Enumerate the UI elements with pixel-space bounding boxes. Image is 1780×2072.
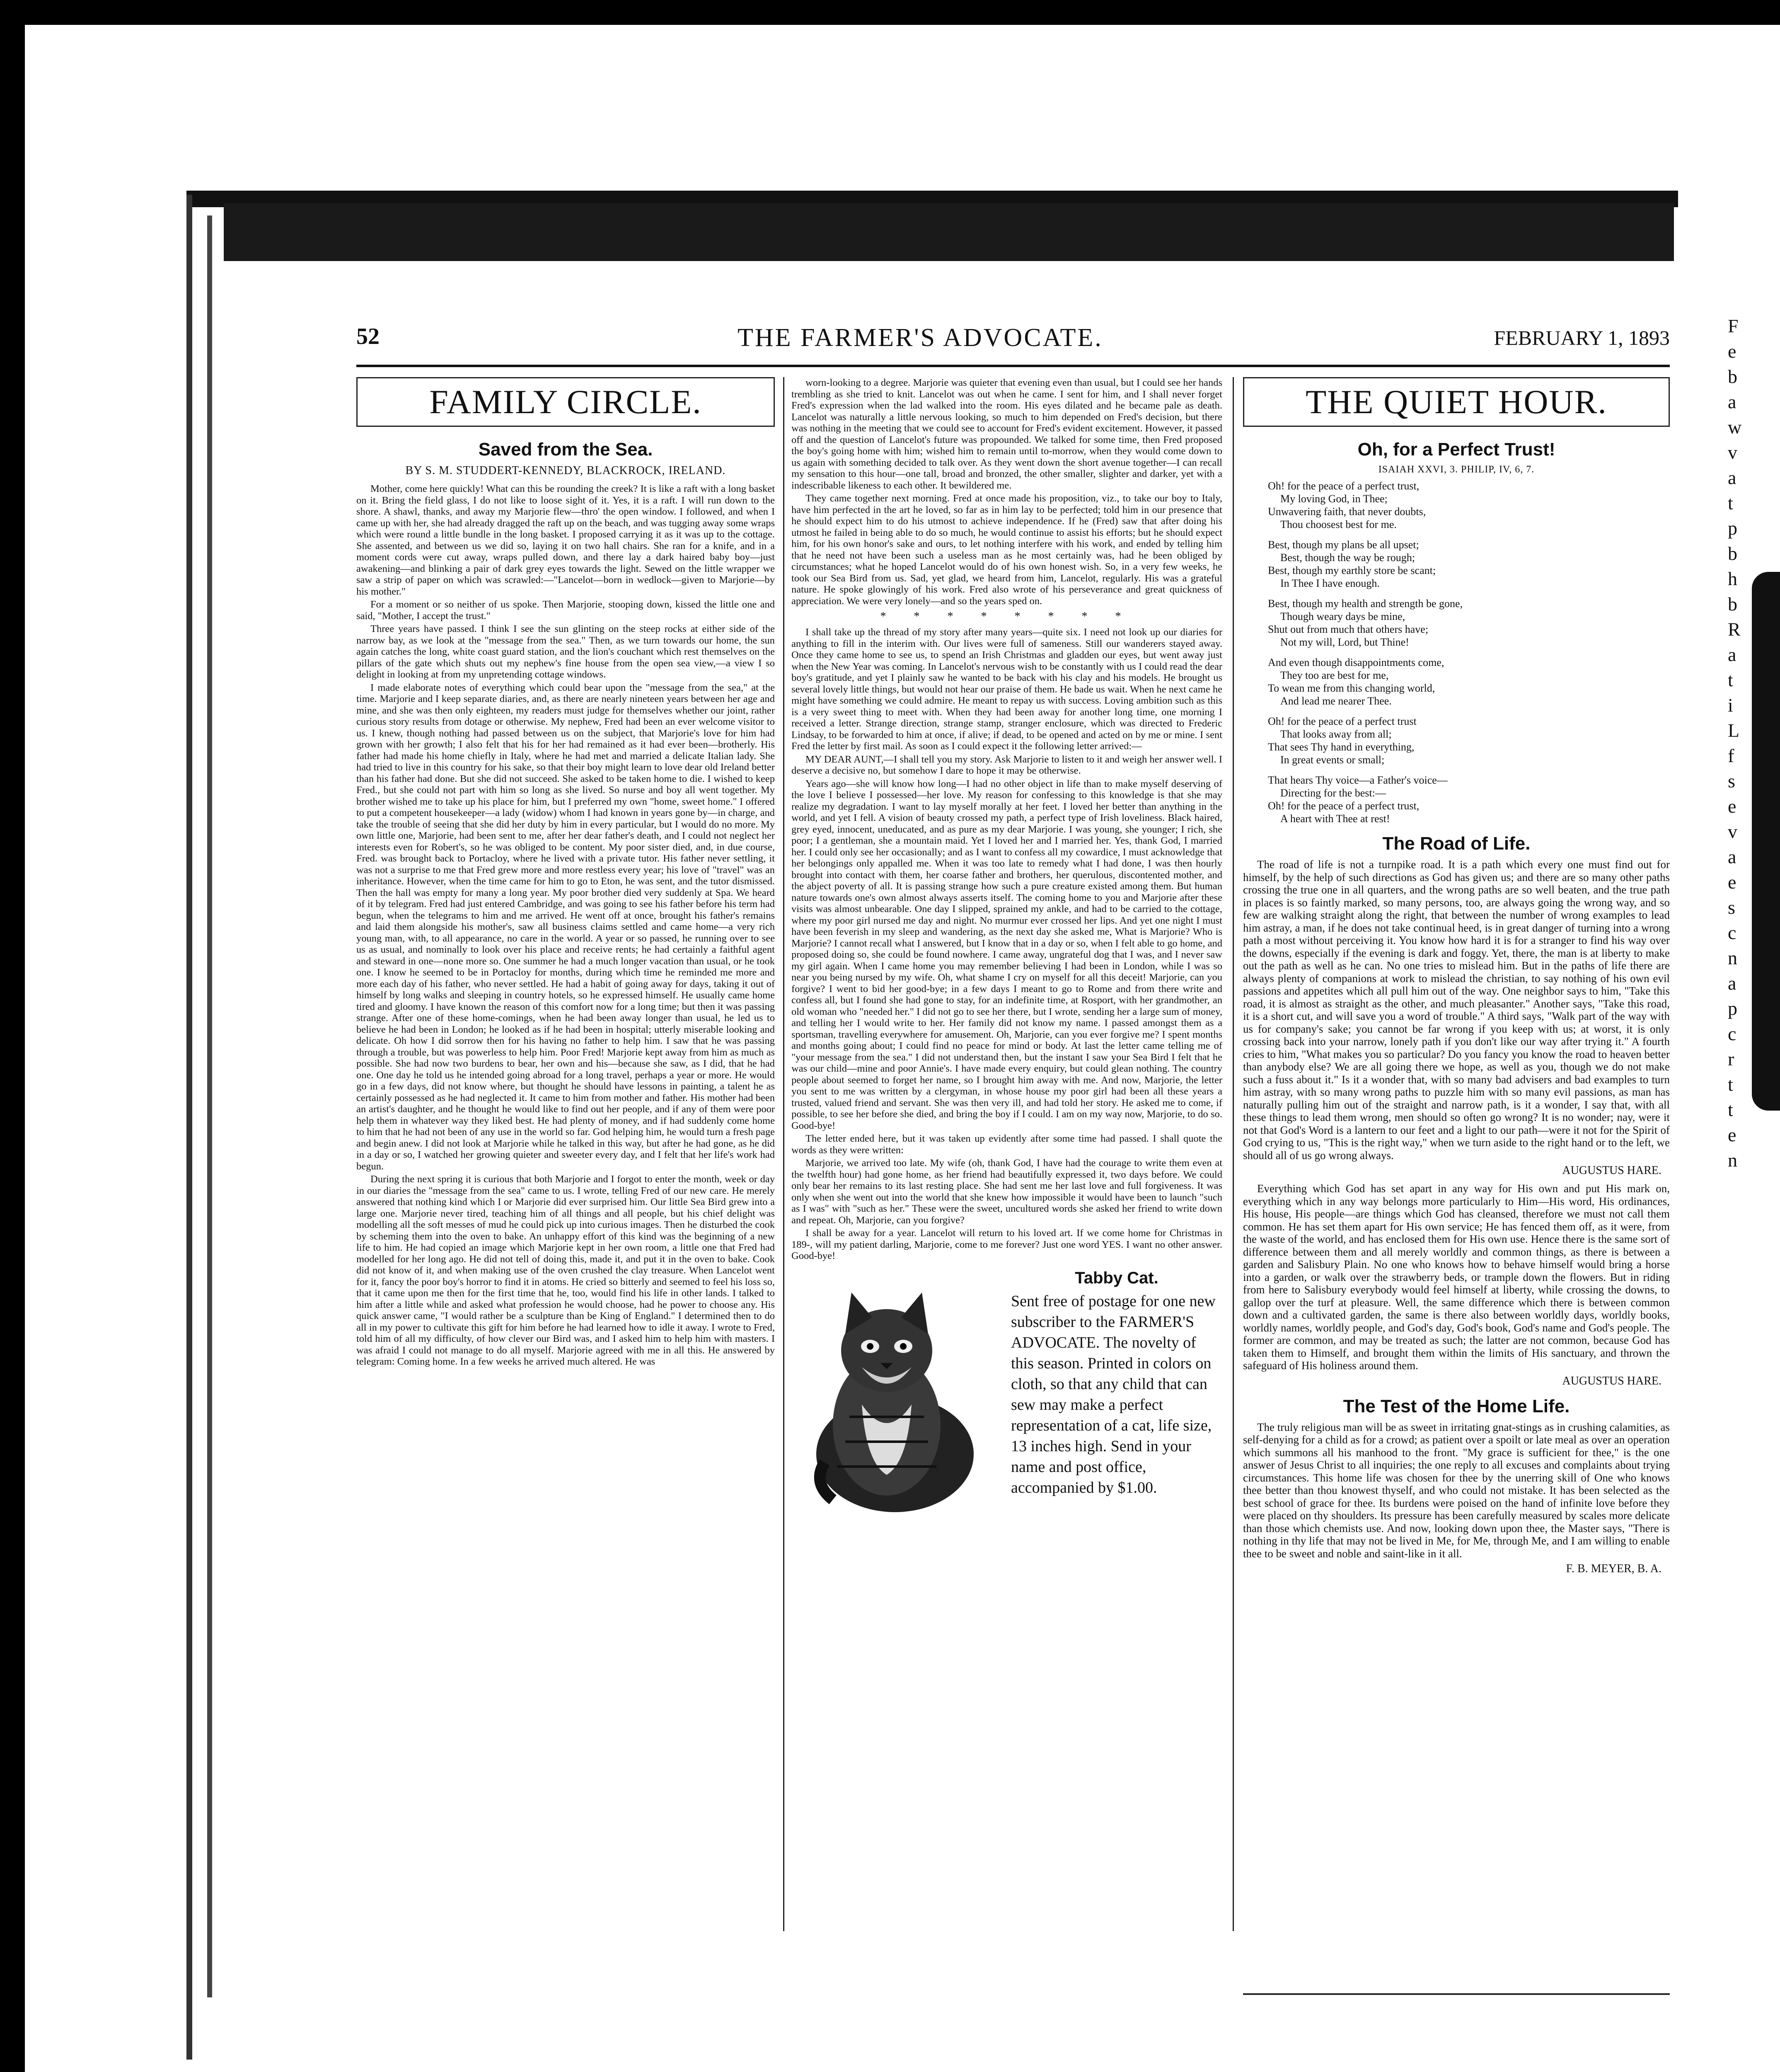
facing-page-letter: L	[1728, 720, 1740, 741]
facing-page-letter: b	[1728, 366, 1737, 387]
paragraph: Everything which God has set apart in any way for His own and put His mark on, everything which in any way belongs more particularly to Him—His word, His ordinances, His house, His people—are things which God has cleansed, therefore we must not call them common. He has set them apart for His own service; He has fenced them off, as it were, from the waste of the world, and has enclosed them for His own use. Hence there is the same sort of difference between them and all merely worldly and common things, as there is between a garden and Salisbury Plain. No one who knows how to behave himself would bring a horse into a garden, or walk over the strawberry beds, or trample down the flowers. But in riding from here to Salisbury everybody would feel himself at liberty, while crossing the downs, to gallop over the turf at pleasure. Well, the same difference which there is between common down and a cultivated garden, the same is there also between worldly days, worldly books, worldly names, worldly people, and God's day, God's book, God's name and God's people. The former are common, and may be treated as such; the latter are not common, because God has taken them to Himself, and brought them within the limits of His sanctuary, and thrown the safeguard of His holiness around them.	[1243, 1182, 1670, 1372]
facing-page-letter: p	[1728, 518, 1737, 539]
facing-page-letter: i	[1728, 695, 1733, 716]
poem-stanza	[1268, 774, 1670, 825]
poem-stanza	[1268, 715, 1670, 766]
poem-body	[1268, 479, 1670, 825]
poem-line: In Thee I have enough.	[1280, 577, 1380, 589]
facing-page-letter: v	[1728, 442, 1737, 463]
poem-line: And even though disappointments come,	[1268, 656, 1444, 668]
poem-line: In great events or small;	[1280, 754, 1385, 766]
article-body	[1243, 1421, 1670, 1560]
facing-page-letter: c	[1728, 1023, 1736, 1044]
facing-page-letter: e	[1728, 796, 1736, 817]
paragraph: For a moment or so neither of us spoke. Then Marjorie, stooping down, kissed the little one and said, "Mother, I accept the trust."	[356, 599, 775, 622]
poem-line: Unwavering faith, that never doubts,	[1268, 506, 1426, 518]
article-body-letter	[791, 627, 1222, 1262]
article-body	[1243, 1182, 1670, 1372]
paragraph: The truly religious man will be as sweet in irritating gnat-stings as in crushing calamities, as self-denying for a child as for a crowd; as patient over a spoilt or late meal as over an operation which summons all his manhood to the front. "My grace is sufficient for thee," is the one answer of Jesus Christ to all inquiries; the one reply to all excuses and complaints about trying circumstances. This home life was chosen for thee by the unerring skill of One who knows thee better than thou knowest thyself, and who could not mistake. It has been selected as the best school of grace for thee. Its burdens were poised on the hand of infinite love before they were placed on thy shoulders. Its pressure has been carefully measured by scales more delicate than those which chemists use. And now, looking down upon thee, the Master says, "There is nothing in thy life that may not be lived in Me, for Me, through Me, and I am willing to enable thee to be sweet and noble and saint-like in it all.	[1243, 1421, 1670, 1560]
tabby-cat-ad	[791, 1268, 1222, 1512]
poem-line: To wean me from this changing world,	[1268, 682, 1435, 694]
poem-line: A heart with Thee at rest!	[1280, 813, 1390, 825]
facing-page-letter: e	[1728, 1124, 1736, 1145]
facing-page-letter: e	[1728, 341, 1736, 362]
author-signature: AUGUSTUS HARE.	[1562, 1374, 1661, 1387]
paragraph: They came together next morning. Fred at once made his proposition, viz., to take our boy to Italy, have him perfected in the art he loved, so far as in him lay to be perfected; told him in our presence that he should expect him to do his utmost to achieve independence. If he (Fred) saw that after doing his utmost he failed in being able to do so much, he would continue to assist his efforts; but he should expect him, for his own honor's sake and ours, to let nothing interfere with his work, and ended by telling him that he need not have been such a useless man as he most certainly was, had he been obliged by circumstances; what he hoped Lancelot would do of his own honest wish. So, in a very few weeks, he took our Sea Bird from us. Sad, yet glad, we heard from him, Lancelot, regularly. His was a grateful nature. He spoke glowingly of his work. Fred also wrote of his perseverance and great quickness of appreciation. We were very lonely—and so the years sped on.	[791, 493, 1222, 607]
poem-line: Oh! for the peace of a perfect trust,	[1268, 800, 1420, 812]
facing-page-letter: a	[1728, 391, 1736, 412]
poem-stanza	[1268, 597, 1670, 649]
column-family-circle	[356, 377, 775, 1369]
author-signature: AUGUSTUS HARE.	[1562, 1164, 1661, 1177]
facing-page-letter: a	[1728, 846, 1736, 867]
facing-page-letter: t	[1728, 1074, 1733, 1095]
issue-date: FEBRUARY 1, 1893	[1494, 326, 1670, 349]
article-body	[356, 483, 775, 1368]
department-heading: THE QUIET HOUR.	[1243, 377, 1670, 427]
facing-page-letter: a	[1728, 644, 1736, 665]
facing-page-letter: p	[1728, 998, 1737, 1019]
facing-page-letter: a	[1728, 973, 1736, 994]
column-divider	[783, 377, 784, 1931]
poem-line: That looks away from all;	[1280, 728, 1392, 740]
page-number: 52	[356, 324, 380, 349]
facing-page-letter: r	[1728, 1048, 1734, 1070]
article-title: Saved from the Sea.	[478, 439, 653, 460]
tabby-cat-offer: Sent free of postage for one new subscriber to the FARMER'S ADVOCATE. The novelty of this season. Printed in colors on cloth, so that any child that can sew may make a perfect representation of a cat, life size, 13 inches high. Send in your name and post office, accompanied by $1.00.	[1011, 1292, 1216, 1496]
poem-line: Best, though my plans be all upset;	[1268, 539, 1419, 551]
poem-line: Directing for the best:—	[1280, 787, 1386, 799]
poem-line: Shut out from much that others have;	[1268, 623, 1429, 635]
poem-line: My loving God, in Thee;	[1280, 493, 1388, 505]
paragraph: The letter ended here, but it was taken up evidently after some time had passed. I shall quote the words as they were written:	[791, 1133, 1222, 1156]
paragraph: Marjorie, we arrived too late. My wife (oh, thank God, I have had the courage to write them even at the twelfth hour) had gone home, as her friend had beautifully expressed it, two days before. We could only bear her remains to its last resting place. She had sent me her last love and full forgiveness. It was only when she went out into the world that she knew how impossible it would have been to launch "such as I was" with "such as her." These were the sweet, uncultured words she asked her friend to write down and repeat. Oh, Marjorie, can you forgive?	[791, 1157, 1222, 1226]
column-quiet-hour	[1243, 377, 1670, 1581]
poem-stanza	[1268, 479, 1670, 531]
poem-line: And lead me nearer Thee.	[1280, 695, 1392, 707]
paragraph: The road of life is not a turnpike road. It is a path which every one must find out for himself, by the help of such directions as God has given us; and there are so many other paths crossing the true one in all quarters, and the wrong paths are so well beaten, and the true path in places is so faintly marked, so many persons, too, are always going the wrong way, and so few are walking straight along the right, that between the number of wrong examples to lead him astray, a man, if he does not take continual heed, is in great danger of turning into a wrong path a most without perceiving it. You know how hard it is for a stranger to find his way over the downs, especially if the evening is dark and foggy. Yet, there, the man is at liberty to make out the path as well as he can. No one tries to mislead him. But in the paths of life there are always plenty of companions at work to mislead the christian, to say nothing of his own evil passions and appetites which all pull him out of the way. One neighbor says to him, "Take this road, it is almost as straight as the other, and much pleasanter." Another says, "Take this road, it is a short cut, and will save you a word of trouble." A third says, "Walk part of the way with us for company's sake; you cannot be far wrong if you keep with us; at worst, it is only crossing back into your narrow, lonely path if you don't like our way after trying it." A fourth cries to him, "What makes you so particular? Do you fancy you know the road to heaven better than anybody else? We are all going there we hope, as well as you, though we do not make such a fuss about it." Is it a wonder that, with so many bad advisers and bad examples to turn him astray, with so many wrong paths to puzzle him with so many evil passions, as man has naturally pulling him out of the straight and narrow path, is it a wonder, I say that, with all these things to lead them wrong, men should so often go wrong? It is no wonder; nay, were it not that God's Word is a lantern to our feet and a light to our path—were it not for the Spirit of God crying to us, "This is the right way," when we turn aside to the right hand or to the left, we should all of us go wrong always.	[1243, 858, 1670, 1162]
facing-page-letter: e	[1728, 871, 1736, 893]
book-spine-line-inner	[207, 215, 212, 1997]
newspaper-page	[290, 298, 1670, 1997]
column-story-continued	[791, 377, 1222, 1512]
byline: BY S. M. STUDDERT-KENNEDY, BLACKROCK, IRELAND.	[405, 464, 726, 477]
facing-page-letter: F	[1728, 315, 1739, 336]
poem-line: Not my will, Lord, but Thine!	[1280, 636, 1409, 648]
header-rule	[356, 365, 1670, 367]
scripture-reference: ISAIAH XXVI, 3. PHILIP, IV, 6, 7.	[1378, 464, 1535, 475]
poem-line: Best, though the way be rough;	[1280, 552, 1415, 564]
article-title: The Test of the Home Life.	[1343, 1396, 1570, 1416]
facing-page-letter: b	[1728, 593, 1737, 615]
paragraph: Years ago—she will know how long—I had no other object in life than to make myself deserving of the love I believe I possessed—her love. My reason for confessing to this knowledge is that she may realize my degradation. I want to lay myself morally at her feet. I loved her better than anything in the world, and yet I fell. A vision of beauty crossed my path, a perfect type of Irish loveliness. Black haired, grey eyed, innocent, uneducated, and as pure as my dear Marjorie. I was young, she younger; I rich, she poor; I a gentleman, she a mountain maid. Yet I loved her and I married her. Yes, thank God, I married her. I could only see her occasionally; and as I want to confess all my cowardice, I must acknowledge that her belongings only appalled me. When it was too late to remedy what I had done, I was then hourly brought into contact with them, her coarse father and brothers, her querulous, discontented mother, and the abject poverty of all. It is passing strange how such a pure creature existed among them. But human nature towards one's own almost always asserts itself. The coming home to you and Marjorie after these visits was almost unbearable. One day I slipped, sprained my ankle, and had to be carried to the cottage, where my poor girl nursed me day and night. No murmur ever crossed her lips. And yet one night I must have been feverish in my sleep and wandering, as the next day she asked me, What is Marjorie? Who is Marjorie? I cannot recall what I answered, but I know that in a day or so, when I felt able to go home, and proposed doing so, she could be found nowhere. I came away, ungrateful dog that I was, and I never saw my girl again. When I came home you may remember believing I had been in London, while I was so near you being nursed by my wife. Oh, what shame I cry on myself for all this deceit! Marjorie, can you forgive? I went to bid her good-bye; in a few days I meant to go to Rome and from there write and confess all, but I found she had gone to stay, for an indefinite time, at Rosport, with her grandmother, an old woman who "needed her." I did not go to see her there, but I wrote, sending her a large sum of money, and telling her I would write to her. Her family did not know my name. I passed amongst them as a sportsman, travelling everywhere for amusement. Oh, Marjorie, can you ever forgive me? I spent months and months going about; I could find no peace for mind or body. At last the letter came telling me of "your message from the sea." I did not understand then, but the instant I saw your Sea Bird I felt that he was our child—mine and poor Annie's. I have made every enquiry, but could glean nothing. The country people about seemed to forget her name, so I brought him away with me. And now, Marjorie, the letter you sent to me was written by a clergyman, in whose house my poor girl had been all these years a trusted, valued friend and servant. She was then very ill, and had told her story. He asked me to come, if possible, to see her before she died, and bring the boy if I could. I am on my way now, Marjorie, to do so. Good-bye!	[791, 778, 1222, 1131]
facing-page-letter: t	[1728, 492, 1733, 513]
facing-page-letter: t	[1728, 669, 1733, 690]
facing-page-letter: w	[1728, 416, 1742, 438]
poem-line: Best, though my earthly store be scant;	[1268, 564, 1436, 576]
book-spine-line	[186, 195, 192, 2060]
book-binding-band	[224, 203, 1674, 261]
facing-page-letter: s	[1728, 770, 1735, 792]
section-break: * * * * * * * *	[880, 610, 1134, 623]
article-body-continued	[791, 377, 1222, 607]
paragraph: I shall be away for a year. Lancelot will return to his loved art. If we come home for Christmas in 189-, will my patient darling, Marjorie, come to me forever? Just one word YES. I want no other answer. Good-bye!	[791, 1227, 1222, 1261]
article-title: The Road of Life.	[1382, 833, 1531, 854]
facing-page-letter: t	[1728, 1099, 1733, 1120]
paragraph: worn-looking to a degree. Marjorie was quieter that evening even than usual, but I could see her hands trembling as she tried to knit. Lancelot was out when he came. I sent for him, and I shall never forget Fred's expression when the lad walked into the room. His eyes dilated and he became pale as death. Lancelot was naturally a little nervous looking, so much to him depended on Fred's decision, but there was nothing in the meeting that we could see to account for Fred's evident excitement. However, it passed off and the question of Lancelot's future was propounded. We talked for some time, then Fred proposed the boy's going home with him; wished him to remain until to-morrow, when they would come down to us again with something decided to talk over. As they went down the short avenue together—I can recall my sensation to this hour—one tall, broad and bronzed, the other smaller, slighter and darker, yet with a indescribable likeness to each other. It bewildered me.	[791, 377, 1222, 491]
facing-page-letter: b	[1728, 543, 1737, 564]
article-body	[1243, 858, 1670, 1162]
facing-page-letter: c	[1728, 922, 1736, 943]
facing-page-letter: a	[1728, 467, 1736, 488]
tabby-cat-title: Tabby Cat.	[1075, 1268, 1158, 1287]
paragraph: MY DEAR AUNT,—I shall tell you my story. Ask Marjorie to listen to it and weigh her answer well. I deserve a decisive no, but somehow I dare to hope it may be otherwise.	[791, 753, 1222, 776]
poem-line: They too are best for me,	[1280, 669, 1389, 681]
scan-border-left	[0, 0, 25, 2072]
department-heading: FAMILY CIRCLE.	[356, 377, 775, 427]
paragraph: I shall take up the thread of my story after many years—quite six. I need not look up our diaries for anything to fill in the interim with. Our lives were full of sameness. Still our wanderers stayed away. Once they came home to see us, to spend an Irish Christmas and gladden our eyes, but went away just when the New Year was coming. In Lancelot's nervous wish to be constantly with us I could read the dear boy's gratitude, and yet I plainly saw he wanted to be back with his clay and his models. He brought us several lovely little things, but would not hear our praise of them. He bade us wait. When he next came he might have something we could admire. He meant to repay us with success. Loving ambition such as this is a very sweet thing to meet with. When they had been away for another long time, one morning I received a letter. Strange direction, strange stamp, stranger enclosure, which was directed to Frederic Lindsay, to be forwarded to him at once, if alive; if dead, to be opened and acted on by me or mine. I sent Fred the letter by first mail. As soon as I could expect it the following letter arrived:—	[791, 627, 1222, 752]
facing-page-letter: h	[1728, 568, 1737, 589]
poem-stanza	[1268, 538, 1670, 590]
facing-page-letter: n	[1728, 947, 1737, 968]
facing-page-letter: s	[1728, 897, 1735, 918]
paragraph: I made elaborate notes of everything which could bear upon the "message from the sea," at the time. Marjorie and I keep separate diaries, and, as there are nearly nineteen years between her age and mine, and she was then only eighteen, my readers must judge for themselves whether our joint, rather curious story results from dotage or otherwise. My nephew, Fred had been an ever welcome visitor to us. I knew, though nothing had passed between us on the subject, that Marjorie's love for him had grown with her growth; I also felt that his for her had remained as it had ever been—brotherly. His father had made his home chiefly in Italy, where he had met and married a delicate Italian lady. She had tried to live in this country for his sake, so that their boy might learn to love dear old Ireland better than his father had done. But she did not succeed. She asked to be taken home to die. I wished to keep Fred., but she could not part with him so long as she lived. So nurse and boy all went together. My brother wished me to take up his place for him, but I preferred my own "home, sweet home." I offered to put a competent housekeeper—a lady (widow) whom I had known in years gone by—in charge, and take the trouble of seeing that she did her duty by him in every particular, but I would do no more. My own little one, Marjorie, had been sent to me, after her dear father's death, and I could not neglect her interests even for Robert's, so he was obliged to be content. My poor sister died, and, in due course, Fred. was brought back to Portacloy, where he lived with a private tutor. His father never settling, it was not a surprise to me that Fred grew more and more restless every year; his love of "travel" was an inheritance. However, when the time came for him to go to Eton, he was sent, and the tutor dismissed. Then the hall was empty for many a long year. My poor brother died very suddenly at Spa. We heard of it by telegram. Fred had just entered Cambridge, and was going to see his father before his term had begun, when the telegrams to him and me arrived. He went off at once, brought his father's remains and laid them alongside his mother's, saw all business claims settled and came home—a very rich young man, with, to all appearance, no care in the world. A year or so passed, he running over to see us as usual, and nominally to look over his place and receive rents; he had certainly a faithful agent and steward in one—none more so. One summer he had a much longer vacation than usual, or he took one. I know he seemed to be in Portacloy for months, during which time he reminded me more and more each day of his father, who never settled. He had a habit of going away for days, taking it out of himself by long walks and sleeping in country hotels, so he expressed himself. He usually came home tired and gloomy. I have known the reason of this comfort now for a long time; but then it was passing strange. After one of these home-comings, when he had been away longer than usual, he led us to believe he had been in London; he looked as if he had been in hospital; utterly miserable looking and delicate. Oh how I did sorrow then for his having no father to help him. I saw that he was passing through a trouble, but was powerless to help him. Poor Fred! Marjorie kept away from him as much as possible. She had now two burdens to bear, her own and his—because she saw, as I did, that he had one. One day he told us he intended going abroad for a long travel, perhaps a year or more. He would go in a few days, did not know where, but thought he should have lessons in painting, a talent he as certainly possessed as he had neglected it. It came to him from mother and father. His mother had been an artist's daughter, and he thought he would like to find out her people, and if any of them were poor help them in whatever way they liked best. He had plenty of money, and if had suddenly come home to him that he had not been of any use in the world so far. God helping him, he would turn a fresh page and begin anew. I did not look at Marjorie while he talked in this way, but after he had gone, as he did in a day or so, I watched her growing quieter and sweeter every day, and I felt that her life's work had begun.	[356, 682, 775, 1172]
column-divider	[1233, 377, 1234, 1931]
author-signature: F. B. MEYER, B. A.	[1566, 1562, 1661, 1575]
poem-line: Though weary days be mine,	[1280, 610, 1405, 622]
poem-line: That hears Thy voice—a Father's voice—	[1268, 774, 1448, 786]
bottom-rule	[1243, 1993, 1670, 1995]
paragraph: Mother, come here quickly! What can this be rounding the creek? It is like a raft with a long basket on it. Bring the field glass, I do not like to loose sight of it. Yes, it is a raft. I will run down to the shore. A shawl, thanks, and away my Marjorie flew—thro' the open window. I followed, and when I came up with her, she had already dragged the raft up on the beach, and was tugging away some wraps which were round a little bundle in the long basket. I proposed carrying it as it was up to the cottage. She assented, and between us we did so, laying it on two hall chairs. She ran for a knife, and in a moment cords were cut away, wraps pulled down, and there lay a dark haired baby boy—just awakening—and blinking a pair of dark grey eyes towards the light. Sewed on the little wrapper we saw a strip of paper on which was scrawled:—"Lancelot—born in wedlock—given to Marjorie—by his mother."	[356, 483, 775, 597]
poem-title: Oh, for a Perfect Trust!	[1357, 439, 1555, 460]
tabby-cat-text-block	[1011, 1268, 1222, 1498]
page-header	[356, 323, 1670, 356]
poem-stanza	[1268, 656, 1670, 707]
masthead: THE FARMER'S ADVOCATE.	[738, 324, 1103, 352]
poem-line: That sees Thy hand in everything,	[1268, 741, 1415, 753]
poem-line: Best, though my health and strength be gone,	[1268, 598, 1463, 610]
scan-border-top	[0, 0, 1780, 25]
facing-page-letter: R	[1728, 619, 1741, 640]
poem-line: Oh! for the peace of a perfect trust	[1268, 715, 1417, 727]
facing-page-strip	[1699, 315, 1773, 1973]
poem-line: Oh! for the peace of a perfect trust,	[1268, 480, 1420, 492]
cat-illustration	[800, 1268, 982, 1516]
facing-page-letter: v	[1728, 821, 1737, 842]
poem-line: Thou choosest best for me.	[1280, 518, 1397, 530]
paragraph: Three years have passed. I think I see the sun glinting on the steep rocks at either side of the narrow bay, as we look at the "message from the sea." Then, as we turn towards our home, the sun again catches the long, white coast guard station, and the lion's couchant which rest themselves on the pillars of the gate which shuts out my nephew's fine house from the open sea view,—a view I so delight in looking at from my unpretending cottage windows.	[356, 623, 775, 680]
paragraph: During the next spring it is curious that both Marjorie and I forgot to enter the month, week or day in our diaries the "message from the sea" came to us. I wrote, telling Fred of our new care. He merely answered that nothing kind which I or Marjorie did ever surprised him. Our little Sea Bird grew into a large one. Marjorie never tired, teaching him of all things and all people, but his chief delight was modelling all the soft messes of mud he could pick up into curious images. Then he disturbed the cook by scheming them into the oven to bake. An unhappy effort of this kind was the beginning of a new life to him. He had copied an image which Marjorie kept in her own room, a little one that Fred had modelled for her long ago. He did not tell of doing this, made it, and put it in the oven to bake. Cook did not know of it, and when making use of the oven crushed the clay treasure. When Lancelot went for it, fancy the poor boy's horror to find it in atoms. He cried so bitterly and seemed to feel his loss so, that it came upon me then for the first time that he, too, would find his life in other lands. I talked to him after a little while and asked what profession he would choose, had he power to choose any. His quick answer came, "I would rather be a sculpture than be King of England." I determined then to do all in my power to cultivate this gift for him before he had learned how to idle it away. I wrote to Fred, told him of all my difficulty, of how clever our Bird was, and I asked him to help him with masters. I was afraid I could not manage to do all myself. Marjorie agreed with me in all this. He answered by telegram: Coming home. In a few weeks he arrived much altered. He was	[356, 1174, 775, 1367]
facing-page-letter: n	[1728, 1150, 1737, 1171]
facing-page-letter: f	[1728, 745, 1734, 766]
